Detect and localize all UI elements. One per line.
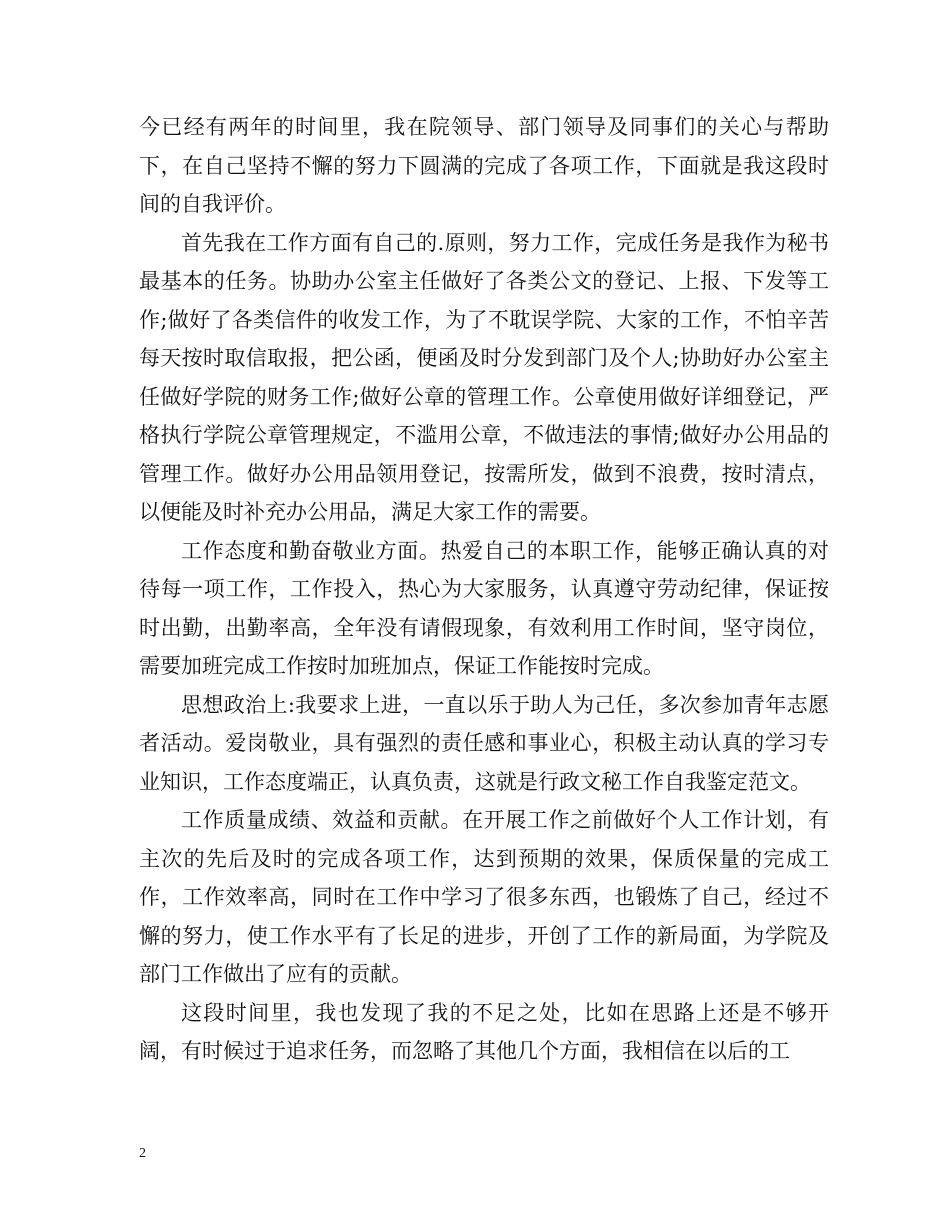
page-number: 2 <box>139 1146 146 1161</box>
paragraph-6: 这段时间里，我也发现了我的不足之处，比如在思路上还是不够开阔，有时候过于追求任务，而忽略了其他几个方面，我相信在以后的工 <box>139 1000 829 1063</box>
paragraph-5: 工作质量成绩、效益和贡献。在开展工作之前做好个人工作计划，有主次的先后及时的完成各项工作，达到预期的效果，保质保量的完成工作，工作效率高，同时在工作中学习了很多东西，也锻炼了自己，经过不懈的努力，使工作水平有了长足的进步，开创了工作的新局面，为学院及部门工作做出了应有的贡献。 <box>139 808 829 986</box>
paragraph-3: 工作态度和勤奋敬业方面。热爱自己的本职工作，能够正确认真的对待每一项工作，工作投入，热心为大家服务，认真遵守劳动纪律，保证按时出勤，出勤率高，全年没有请假现象，有效利用工作时间，坚守岗位，需要加班完成工作按时加班加点，保证工作能按时完成。 <box>139 538 829 678</box>
paragraph-4: 思想政治上:我要求上进，一直以乐于助人为己任，多次参加青年志愿者活动。爱岗敬业，具有强烈的责任感和事业心，积极主动认真的学习专业知识，工作态度端正，认真负责，这就是行政文秘工作自我鉴定范文。 <box>139 692 829 794</box>
paragraph-1: 今已经有两年的时间里，我在院领导、部门领导及同事们的关心与帮助下，在自己坚持不懈的努力下圆满的完成了各项工作，下面就是我这段时间的自我评价。 <box>139 115 829 216</box>
document-body <box>139 108 829 1071</box>
paragraph-2: 首先我在工作方面有自己的.原则，努力工作，完成任务是我作为秘书最基本的任务。协助办公室主任做好了各类公文的登记、上报、下发等工作;做好了各类信件的收发工作，为了不耽误学院、大家的工作，不怕辛苦每天按时取信取报，把公函，便函及时分发到部门及个人;协助好办公室主任做好学院的财务工作;做好公章的管理工作。公章使用做好详细登记，严格执行学院公章管理规定，不滥用公章，不做违法的事情;做好办公用品的管理工作。做好办公用品领用登记，按需所发，做到不浪费，按时清点，以便能及时补充办公用品，满足大家工作的需要。 <box>139 230 829 524</box>
